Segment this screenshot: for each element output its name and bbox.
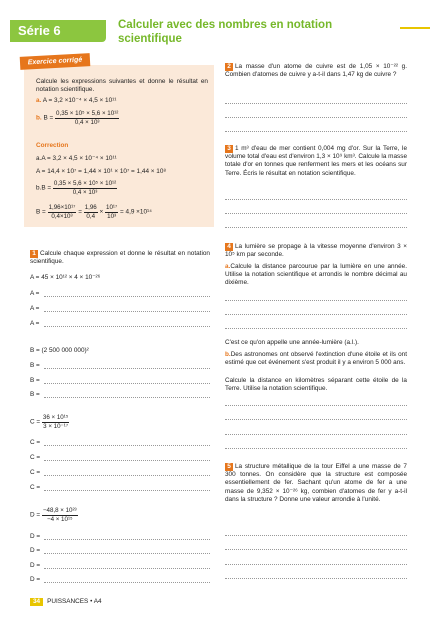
correction-title: Correction [36,142,69,149]
answer-line[interactable] [225,578,407,579]
ex1-A-line[interactable]: A = [30,305,210,313]
ex1-C-line[interactable]: C = [30,484,210,492]
ex1-B-line[interactable]: B = [30,391,210,399]
ex3-number: 3 [225,145,233,153]
answer-line[interactable] [225,405,407,406]
ex4-note: C'est ce qu'on appelle une année-lumière (a.l.). [225,339,359,346]
answer-line[interactable] [225,199,407,200]
answer-line[interactable] [225,535,407,536]
ex4-statement: 4 La lumière se propage à la vitesse moyenne d'environ 3 × 10⁵ km par seconde. [225,243,407,259]
series-label: Série 6 [10,20,106,42]
answer-line[interactable] [225,434,407,435]
header-rule [400,27,430,29]
ex1-C-line[interactable]: C = [30,469,210,477]
ex1-D-line[interactable]: D = [30,576,210,584]
corrige-intro: Calcule les expressions suivantes et donne le résultat en notation scientifique. [36,78,208,94]
footer-label: PUISSANCES • A4 [47,598,102,605]
answer-line[interactable] [225,549,407,550]
ex1-D-expr: D = $\frac{\text{−48,8 × 10²³}}{\text{−4 × 10¹⁵}}$ [30,507,77,523]
corrige-a: a. A = 3,2 ×10⁻⁴ × 4,5 × 10¹¹ [36,97,117,104]
ex1-D-line[interactable]: D = [30,547,210,555]
ex1-B-line[interactable]: B = [30,377,210,385]
ex3-statement: 3 1 m³ d'eau de mer contient 0,004 mg d'or. Sur la Terre, le volume total d'eau est d'environ 1,3 × 10⁹ km³. Calcule la masse totale d'or en tonnes que renferment les mers et les océans sur Terre. Écris le résultat en notation scientifique. [225,145,407,177]
ex5-statement: 5 La structure métallique de la tour Eiffel a une masse de 7 300 tonnes. On considère que la structure est composée essentiellement de fer. Sachant qu'un atome de fer a une masse de 9,352 × 10⁻²⁶ kg, combien d'atomes de fer y a-t-il dans la structure ? Donne une valeur arrondie à l'unité. [225,463,407,503]
answer-line[interactable] [225,300,407,301]
corrected-exercise-tag: Exercice corrigé [20,53,91,70]
page-header [0,0,435,44]
ex1-C-line[interactable]: C = [30,439,210,447]
ex5-number: 5 [225,463,233,471]
ex1-statement: 1 Calcule chaque expression et donne le résultat en notation scientifique. [30,250,210,266]
ex1-A-expr: A = 45 × 10¹² × 4 × 10⁻²⁶ [30,274,101,281]
ex4-b: b.Des astronomes ont observé l'extinction d'une étoile et ils ont estimé que cet événement s'est produit il y a environ 5 000 ans. [225,351,407,367]
corrige-b: b. B = $\frac{\text{0,35 × 10⁵ × 5,6 × 10¹²}}{\text{0,4 × 10³}}$ [36,110,119,126]
ex4-a: a.Calcule la distance parcourue par la lumière en une année. Utilise la notation scientifique et arrondis le nombre décimal au dixième. [225,263,407,287]
correction-b2: B = $\frac{\text{1,96×10¹⁷}}{\text{0,4×10³}}$ = $\frac{1,96}{0,4}$ × $\frac{\text{10¹⁷}}{\text{10³}}$ = 4,9 ×10¹⁴ [36,204,152,220]
ex2-statement: 2 La masse d'un atome de cuivre est de 1,05 × 10⁻²² g. Combien d'atomes de cuivre y a-t-il dans 1,47 kg de cuivre ? [225,63,407,79]
ex1-A-line[interactable]: A = [30,290,210,298]
ex1-number: 1 [30,250,38,258]
answer-line[interactable] [225,419,407,420]
page-footer [30,598,102,606]
ex1-A-line[interactable]: A = [30,320,210,328]
page-title: Calculer avec des nombres en notation scientifique [118,19,333,45]
ex1-C-expr: C = $\frac{\text{36 × 10¹⁵}}{\text{3 × 10⁻¹⁷}}$ [30,414,69,430]
page-number: 34 [30,598,43,606]
answer-line[interactable] [225,213,407,214]
ex1-D-line[interactable]: D = [30,562,210,570]
correction-b1: b.B = $\frac{\text{0,35 × 5,6 × 10⁵ × 10¹²}}{\text{0,4 × 10³}}$ [36,180,117,196]
answer-line[interactable] [225,131,407,132]
ex1-B-expr: B = (2 500 000 000)² [30,347,89,354]
answer-line[interactable] [225,314,407,315]
answer-line[interactable] [225,227,407,228]
ex2-number: 2 [225,63,233,71]
ex4-number: 4 [225,243,233,251]
ex1-C-line[interactable]: C = [30,454,210,462]
ex1-B-line[interactable]: B = [30,362,210,370]
answer-line[interactable] [225,564,407,565]
ex1-D-line[interactable]: D = [30,533,210,541]
correction-a1: a.A = 3,2 × 4,5 × 10⁻⁴ × 10¹¹ [36,155,117,162]
answer-line[interactable] [225,448,407,449]
answer-line[interactable] [225,103,407,104]
correction-a2: A = 14,4 × 10⁷ = 1,44 × 10¹ × 10⁷ = 1,44 × 10⁸ [36,168,167,175]
answer-line[interactable] [225,117,407,118]
ex4-b-question: Calcule la distance en kilomètres séparant cette étoile de la Terre. Utilise la notation scientifique. [225,377,407,393]
answer-line[interactable] [225,328,407,329]
